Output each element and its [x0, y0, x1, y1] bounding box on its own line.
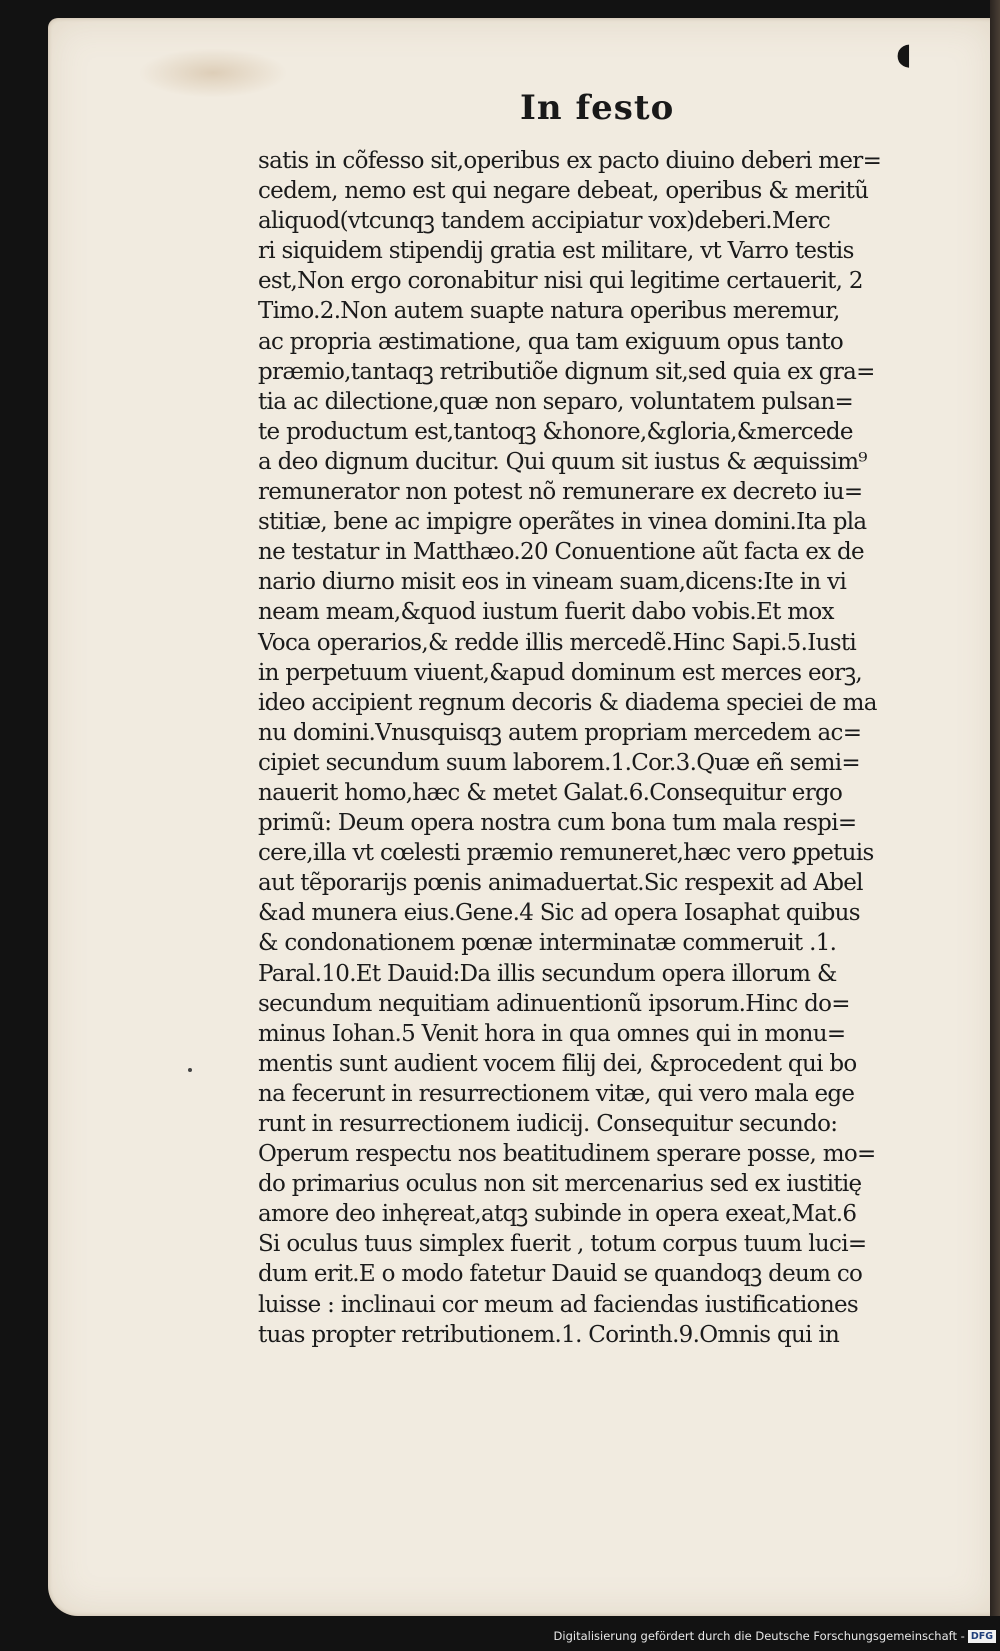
text-line: cedem, nemo est qui negare debeat, operibus & meritũ [258, 178, 869, 205]
text-line: cipiet secundum suum laborem.1.Cor.3.Quæ eñ semi= [258, 749, 860, 776]
running-head: In festo [520, 88, 675, 128]
text-line: mentis sunt audient vocem filij dei, &procedent qui bo [258, 1050, 857, 1077]
text-line: aut tẽporarijs pœnis animaduertat.Sic respexit ad Abel [258, 870, 863, 897]
text-line: Operum respectu nos beatitudinem sperare posse, mo= [258, 1141, 876, 1168]
text-line: minus Iohan.5 Venit hora in qua omnes qui in monu= [258, 1020, 846, 1047]
text-line: primũ: Deum opera nostra cum bona tum mala respi= [258, 810, 857, 837]
text-line: do primarius oculus non sit mercenarius sed ex iustitię [258, 1171, 862, 1198]
text-line: &ad munera eius.Gene.4 Sic ad opera Iosaphat quibus [258, 900, 860, 927]
text-line: aliquod(vtcunqꝫ tandem accipiatur vox)deberi.Merc [258, 208, 831, 235]
text-line: satis in cõfesso sit,operibus ex pacto diuino deberi mer= [258, 148, 882, 174]
text-line: Timo.2.Non autem suapte natura operibus meremur, [258, 298, 840, 325]
text-line: tia ac dilectione,quæ non separo, voluntatem pulsan= [258, 388, 854, 415]
body-text [258, 146, 938, 1350]
text-line: stitiæ, bene ac impigre operãtes in vinea domini.Ita pla [258, 509, 867, 536]
text-line: remunerator non potest nõ remunerare ex decreto iu= [258, 479, 863, 506]
text-line: nauerit homo,hæc & metet Galat.6.Consequitur ergo [258, 779, 843, 806]
text-line: in perpetuum viuent,&apud dominum est merces eorꝫ, [258, 659, 863, 686]
text-line: ri siquidem stipendij gratia est militare, vt Varro testis [258, 238, 854, 265]
text-line: secundum nequitiam adinuentionũ ipsorum.Hinc do= [258, 990, 850, 1017]
text-line: ideo accipient regnum decoris & diadema speciei de ma [258, 689, 877, 716]
funding-footer [554, 1629, 996, 1643]
ink-speck [188, 1068, 192, 1072]
corner-mark: ◖ [896, 37, 912, 72]
text-line: Si oculus tuus simplex fuerit , totum corpus tuum luci= [258, 1231, 867, 1258]
text-line: ac propria æstimatione, qua tam exiguum opus tanto [258, 328, 844, 355]
page-edge [990, 0, 1000, 1616]
text-line: Paral.10.Et Dauid:Da illis secundum opera illorum & [258, 960, 837, 987]
text-line: na fecerunt in resurrectionem vitæ, qui vero mala ege [258, 1080, 855, 1107]
text-line: neam meam,&quod iustum fuerit dabo vobis.Et mox [258, 599, 834, 626]
dfg-logo: DFG [968, 1630, 996, 1643]
text-line: est,Non ergo coronabitur nisi qui legitime certauerit, 2 [258, 268, 863, 295]
paper-stain [138, 48, 288, 98]
text-line: præmio,tantaqꝫ retributiõe dignum sit,sed quia ex gra= [258, 358, 875, 385]
text-line: amore deo inhęreat,atqꝫ subinde in opera exeat,Mat.6 [258, 1201, 857, 1228]
text-line: Voca operarios,& redde illis mercedẽ.Hinc Sapi.5.Iusti [258, 629, 857, 656]
text-line: dum erit.E o modo fatetur Dauid se quandoqꝫ deum co [258, 1261, 863, 1288]
text-line: te productum est,tantoqꝫ &honore,&gloria,&mercede [258, 418, 853, 445]
text-line: a deo dignum ducitur. Qui quum sit iustus & æquissim⁹ [258, 448, 867, 475]
text-line: luisse : inclinaui cor meum ad faciendas iustificationes [258, 1291, 858, 1318]
text-line: nu domini.Vnusquisqꝫ autem propriam mercedem ac= [258, 719, 862, 746]
text-line: tuas propter retributionem.1. Corinth.9.Omnis qui in [258, 1321, 840, 1348]
text-line: cere,illa vt cœlesti præmio remuneret,hæc vero ꝑpetuis [258, 840, 874, 867]
text-line: & condonationem pœnæ interminatæ commeruit .1. [258, 930, 837, 957]
text-line: runt in resurrectionem iudicij. Consequitur secundo: [258, 1111, 838, 1137]
text-line: ne testatur in Matthæo.20 Conuentione aũt facta ex de [258, 539, 864, 566]
text-line: nario diurno misit eos in vineam suam,dicens:Ite in vi [258, 569, 847, 596]
funding-note: Digitalisierung gefördert durch die Deutsche Forschungsgemeinschaft - [553, 1629, 965, 1643]
